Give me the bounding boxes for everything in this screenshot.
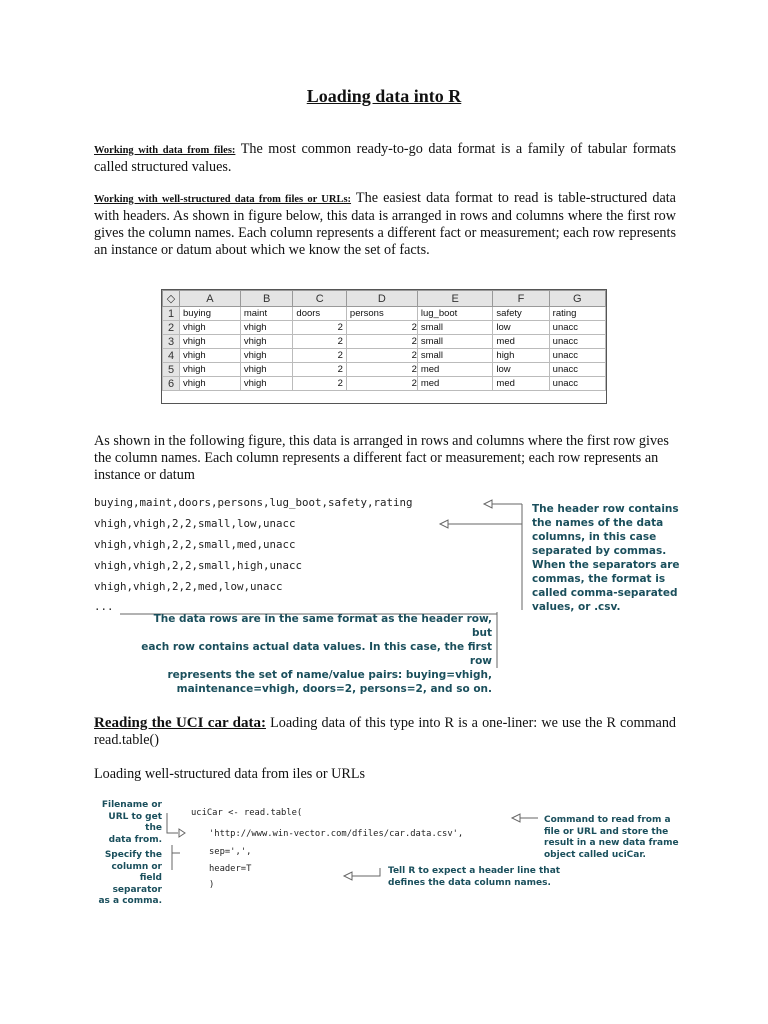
- arrow-head: [440, 520, 448, 528]
- table-cell: unacc: [549, 363, 605, 377]
- csv-data-line: vhigh,vhigh,2,2,small,high,unacc: [94, 559, 303, 572]
- data-rows-callout: [132, 612, 492, 696]
- row-number: 4: [163, 349, 180, 363]
- annotation-line: object called uciCar.: [544, 849, 646, 860]
- table-cell: vhigh: [240, 377, 293, 391]
- table-cell: maint: [240, 307, 293, 321]
- filename-annotation: [90, 800, 162, 846]
- table-cell: vhigh: [240, 335, 293, 349]
- table-cell: 2: [346, 335, 417, 349]
- row-number: 5: [163, 363, 180, 377]
- annotation-line: Tell R to expect a header line that: [388, 866, 561, 876]
- loading-caption: Loading well-structured data from iles or URLs: [94, 766, 366, 782]
- callout-line: represents the set of name/value pairs: buying=vhigh,: [167, 669, 492, 681]
- table-cell: doors: [293, 307, 346, 321]
- column-header: F: [493, 291, 549, 307]
- separator-annotation: [90, 850, 162, 908]
- table-cell: safety: [493, 307, 549, 321]
- callout-line: called comma-separated: [532, 587, 678, 599]
- table-cell: unacc: [549, 321, 605, 335]
- annotation-line: column or: [111, 861, 162, 872]
- arrow-head: [512, 814, 520, 822]
- table-cell: persons: [346, 307, 417, 321]
- table-cell: 2: [346, 363, 417, 377]
- callout-line: maintenance=vhigh, doors=2, persons=2, and so on.: [176, 683, 492, 695]
- corner-cell: ◇: [163, 291, 180, 307]
- figure-description-paragraph: As shown in the following figure, this data is arranged in rows and columns where the first row gives the column names. Each column represents a different fact or measurement; each row represents an instance or datum: [94, 433, 669, 483]
- table-cell: small: [417, 349, 493, 363]
- csv-ellipsis: ...: [94, 600, 114, 613]
- table-cell: unacc: [549, 335, 605, 349]
- header-arrow: [352, 868, 380, 876]
- csv-header-line: buying,maint,doors,persons,lug_boot,safety,rating: [94, 496, 413, 509]
- column-header: C: [293, 291, 346, 307]
- table-cell: vhigh: [240, 349, 293, 363]
- table-cell: med: [417, 363, 493, 377]
- table-cell: low: [493, 363, 549, 377]
- r-code-line: sep=',',: [209, 847, 252, 857]
- uci-car-paragraph: [94, 715, 676, 749]
- paragraph-lead: Working with data from files:: [94, 145, 236, 156]
- callout-line: the names of the data: [532, 517, 664, 529]
- table-cell: 2: [293, 335, 346, 349]
- header-annotation: [388, 866, 568, 889]
- callout-line: The header row contains: [532, 503, 679, 515]
- arrow-head: [484, 500, 492, 508]
- annotation-line: Specify the: [104, 850, 162, 860]
- r-code-line: 'http://www.win-vector.com/dfiles/car.data.csv',: [209, 829, 464, 839]
- row-number: 1: [163, 307, 180, 321]
- table-cell: 2: [293, 377, 346, 391]
- r-code-line: header=T: [209, 864, 252, 874]
- table-cell: 2: [346, 377, 417, 391]
- table-cell: unacc: [549, 377, 605, 391]
- command-annotation: [544, 815, 684, 861]
- callout-line: each row contains actual data values. In this case, the first row: [141, 641, 492, 667]
- annotation-line: file or URL and store the: [544, 826, 669, 837]
- annotation-line: URL to get the: [108, 811, 162, 833]
- csv-data-line: vhigh,vhigh,2,2,small,med,unacc: [94, 538, 296, 551]
- table-cell: 2: [346, 321, 417, 335]
- table-cell: 2: [293, 349, 346, 363]
- annotation-line: Command to read from a: [544, 815, 671, 825]
- column-header: D: [346, 291, 417, 307]
- arrow-head: [179, 829, 185, 837]
- paragraph-lead: Working with well-structured data from files or URLs:: [94, 194, 352, 205]
- arrow-head: [344, 872, 352, 880]
- column-header: G: [549, 291, 605, 307]
- table-cell: vhigh: [240, 363, 293, 377]
- annotation-line: result in a new data frame: [544, 838, 679, 848]
- callout-line: When the separators are: [532, 559, 680, 571]
- annotation-line: separator: [112, 884, 162, 895]
- table-cell: rating: [549, 307, 605, 321]
- header-row-callout: [532, 502, 682, 614]
- paragraph-text: The most common ready-to-go data format is a family of tabular formats called structured values.: [94, 141, 677, 175]
- table-cell: high: [493, 349, 549, 363]
- table-cell: med: [493, 335, 549, 349]
- row-number: 3: [163, 335, 180, 349]
- row-number: 6: [163, 377, 180, 391]
- r-code-line: uciCar <- read.table(: [191, 808, 303, 818]
- annotation-line: as a comma.: [98, 896, 162, 906]
- row-number: 2: [163, 321, 180, 335]
- annotation-line: defines the data column names.: [388, 877, 551, 888]
- annotation-line: data from.: [108, 834, 162, 845]
- callout-line: columns, in this case: [532, 531, 657, 543]
- table-cell: med: [493, 377, 549, 391]
- paragraph-text: The easiest data format to read is table-structured data with headers. As shown in figure below, this data is arranged in rows and columns where the first row gives the column names. Each column represents a different fact or measurement; each row represents an instance or datum about which we know the set of facts.: [94, 190, 676, 258]
- table-cell: 2: [293, 321, 346, 335]
- table-cell: vhigh: [180, 335, 241, 349]
- csv-data-line: vhigh,vhigh,2,2,med,low,unacc: [94, 580, 283, 593]
- table-cell: unacc: [549, 349, 605, 363]
- annotation-line: Filename or: [101, 800, 162, 810]
- table-cell: 2: [346, 349, 417, 363]
- callout-line: values, or .csv.: [532, 601, 621, 613]
- paragraph-text: Loading data of this type into R is a one-liner: we use the R command read.table(): [94, 715, 677, 748]
- csv-data-line: vhigh,vhigh,2,2,small,low,unacc: [94, 517, 296, 530]
- column-header: E: [417, 291, 493, 307]
- table-cell: vhigh: [180, 377, 241, 391]
- column-header: B: [240, 291, 293, 307]
- column-header: A: [180, 291, 241, 307]
- callout-line: separated by commas.: [532, 545, 667, 557]
- callout-line: commas, the format is: [532, 573, 666, 585]
- filename-arrow: [167, 813, 178, 833]
- table-cell: vhigh: [180, 321, 241, 335]
- table-cell: low: [493, 321, 549, 335]
- table-cell: 2: [293, 363, 346, 377]
- annotation-line: field: [139, 873, 162, 883]
- table-cell: small: [417, 335, 493, 349]
- table-cell: vhigh: [180, 349, 241, 363]
- table-cell: med: [417, 377, 493, 391]
- page-title: Loading data into R: [306, 86, 462, 106]
- r-code-line: ): [209, 880, 215, 890]
- table-cell: lug_boot: [417, 307, 493, 321]
- paragraph-lead: Reading the UCI car data:: [94, 715, 266, 731]
- table-cell: buying: [180, 307, 241, 321]
- table-cell: vhigh: [180, 363, 241, 377]
- table-cell: small: [417, 321, 493, 335]
- table-cell: vhigh: [240, 321, 293, 335]
- callout-line: The data rows are in the same format as the header row, but: [153, 613, 492, 639]
